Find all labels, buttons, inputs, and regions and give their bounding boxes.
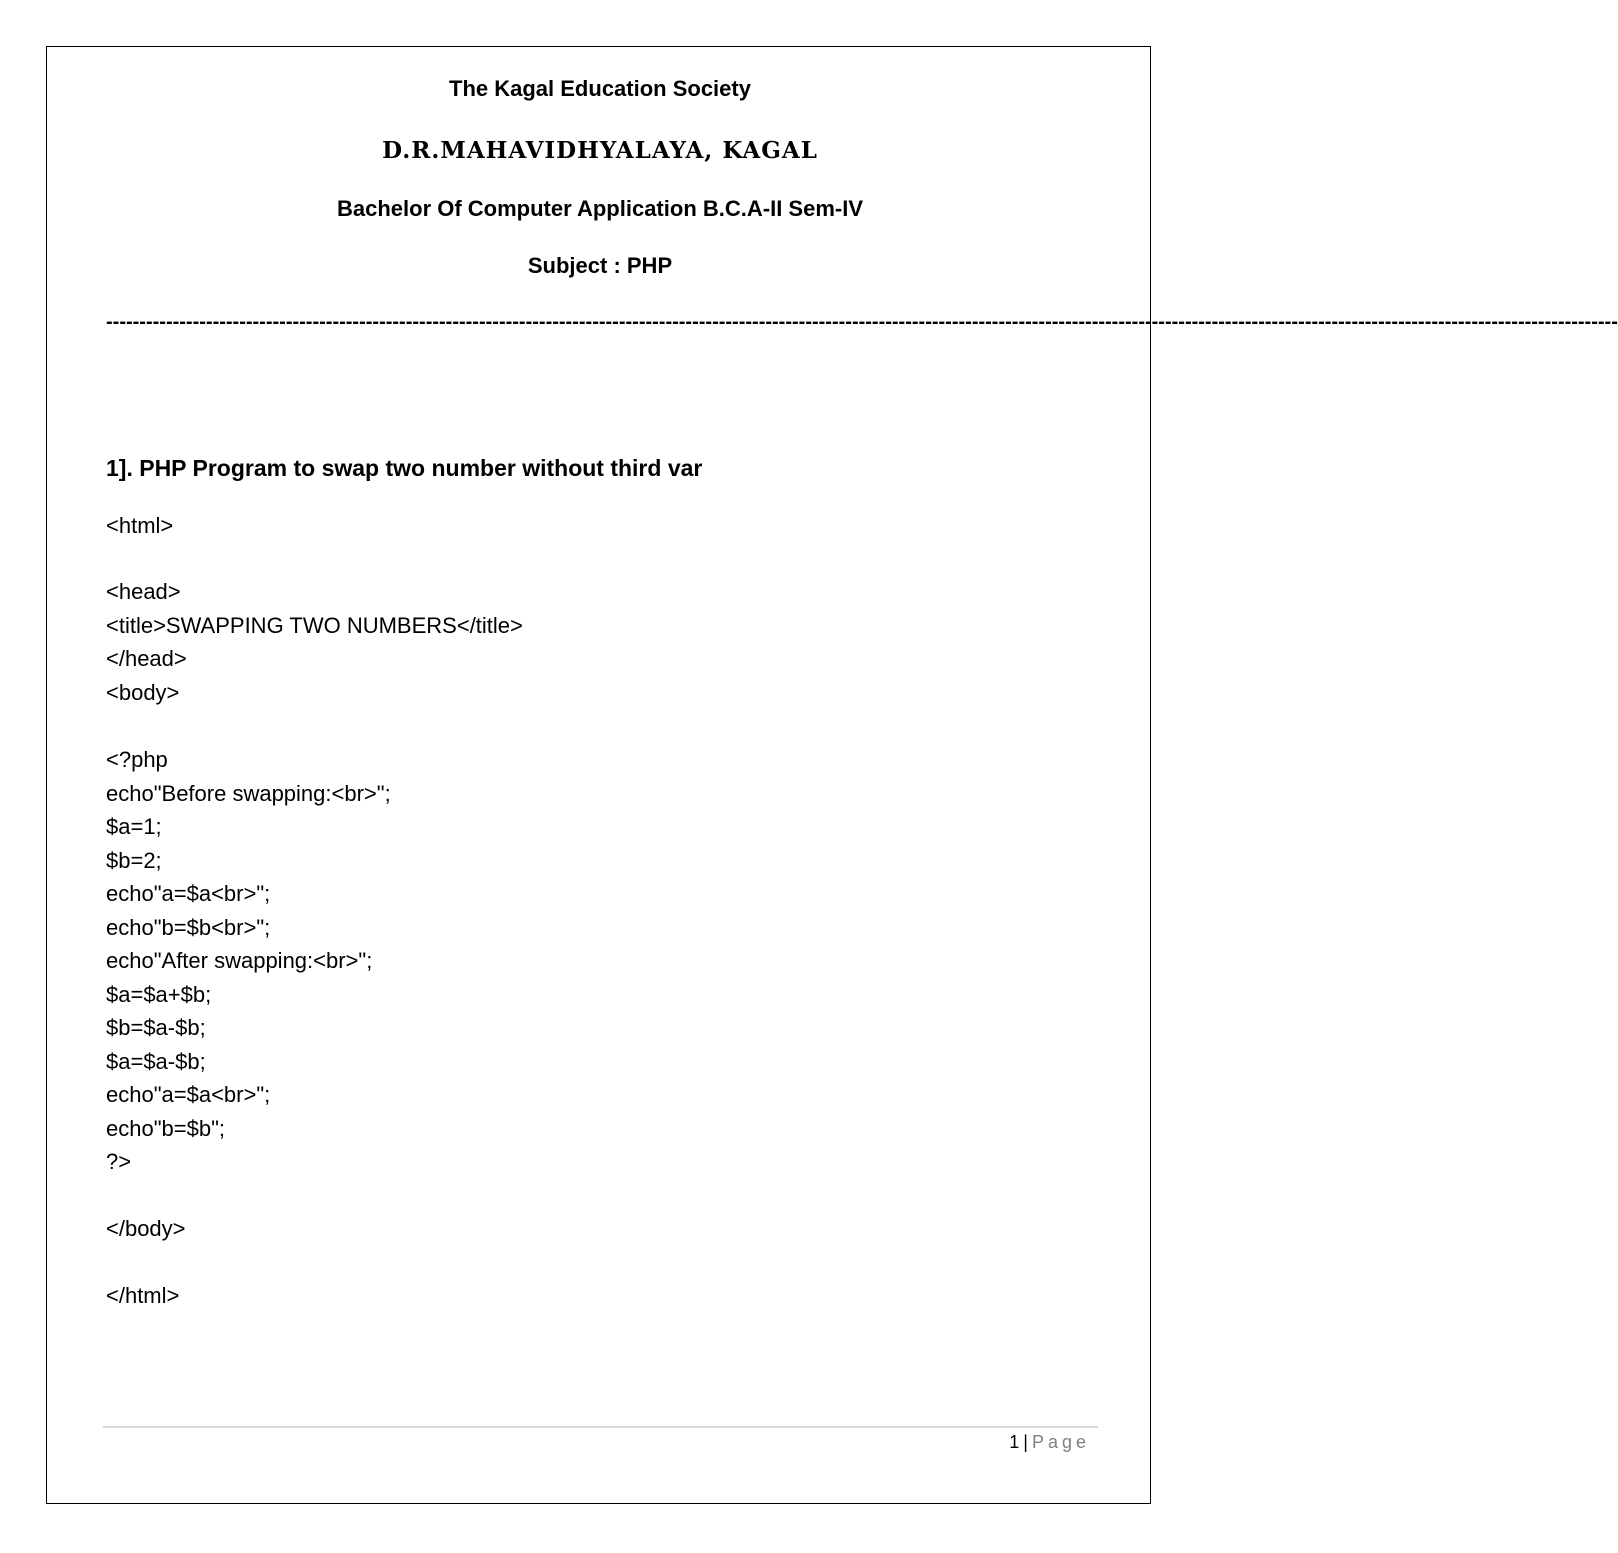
code-line: echo"After swapping:<br>"; bbox=[106, 948, 373, 973]
code-line: $b=2; bbox=[106, 848, 162, 873]
footer-separator: | bbox=[1023, 1432, 1028, 1452]
code-line: echo"Before swapping:<br>"; bbox=[106, 781, 391, 806]
header-separator: ----------------------------------------------------------------------------------------------------------------------------------------------------------------------------------------------------------------------------------- bbox=[106, 311, 1618, 333]
college-name: D.R.MAHAVIDHYALAYA, KAGAL bbox=[382, 137, 818, 164]
code-line: echo"a=$a<br>"; bbox=[106, 1082, 271, 1107]
footer-rule bbox=[103, 1426, 1098, 1428]
code-line: ?> bbox=[106, 1149, 132, 1174]
code-line: $a=$a-$b; bbox=[106, 1049, 206, 1074]
code-line: echo"b=$b<br>"; bbox=[106, 915, 271, 940]
code-line: <html> bbox=[106, 513, 174, 538]
code-line: echo"a=$a<br>"; bbox=[106, 881, 271, 906]
code-line: <body> bbox=[106, 680, 180, 705]
code-line: $a=$a+$b; bbox=[106, 982, 212, 1007]
code-line: <?php bbox=[106, 747, 168, 772]
page-footer bbox=[1009, 1432, 1090, 1453]
code-line: <title>SWAPPING TWO NUMBERS</title> bbox=[106, 613, 523, 638]
page-number: 1 bbox=[1009, 1432, 1020, 1452]
code-line: echo"b=$b"; bbox=[106, 1116, 225, 1141]
code-line: $b=$a-$b; bbox=[106, 1015, 206, 1040]
course-title: Bachelor Of Computer Application B.C.A-II Sem-IV bbox=[336, 196, 863, 221]
code-line: </head> bbox=[106, 646, 187, 671]
code-line: </body> bbox=[106, 1216, 186, 1241]
code-line: $a=1; bbox=[106, 814, 162, 839]
subject-label: Subject : PHP bbox=[527, 253, 673, 278]
code-line: <head> bbox=[106, 579, 181, 604]
question-title: 1]. PHP Program to swap two number without third var bbox=[106, 455, 703, 481]
society-name: The Kagal Education Society bbox=[449, 76, 751, 101]
page-word: Page bbox=[1031, 1432, 1090, 1452]
code-line: </html> bbox=[106, 1283, 180, 1308]
